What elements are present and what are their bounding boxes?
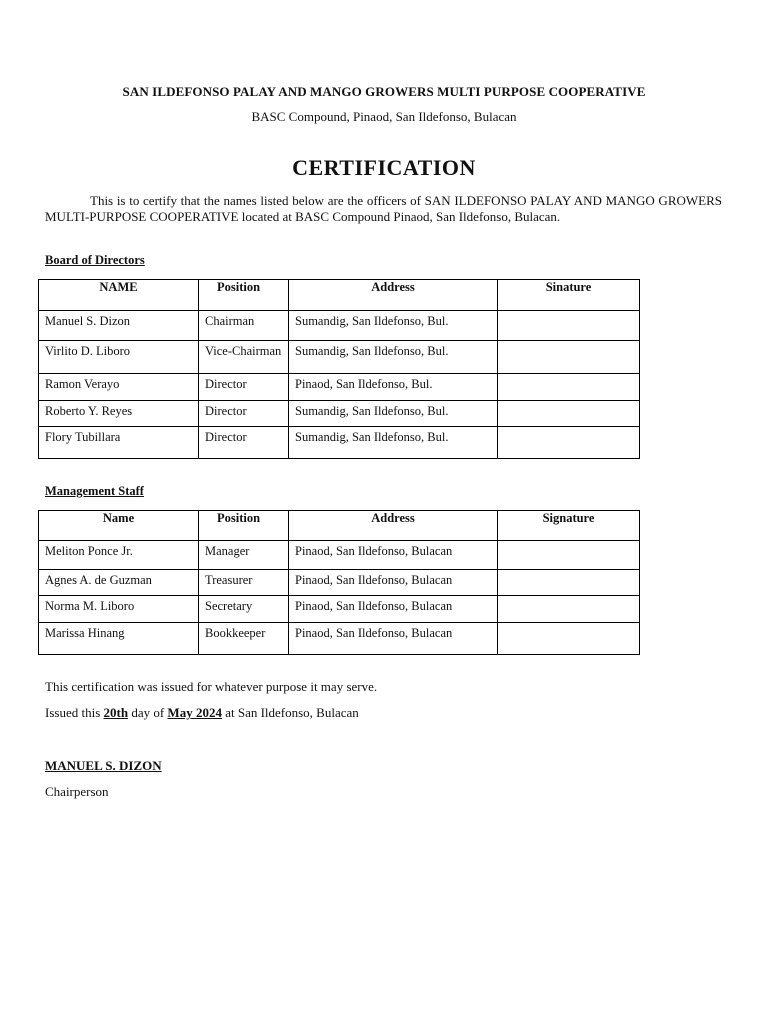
cell-address: Sumandig, San Ildefonso, Bul. [289, 427, 498, 459]
table-row [39, 596, 640, 623]
cell-name: Norma M. Liboro [39, 596, 199, 623]
cell-signature [498, 596, 640, 623]
issued-month-year: May 2024 [167, 705, 222, 720]
signatory-name: MANUEL S. DIZON [45, 758, 162, 773]
cell-name: Ramon Verayo [39, 374, 199, 401]
intro-paragraph: This is to certify that the names listed below are the officers of SAN ILDEFONSO PALAY AND MANGO GROWERS MULTI-PURPOSE COOPERATIVE located at BASC Compound Pinaod, San Ildefonso, Bulacan. [45, 193, 722, 224]
cell-position: Bookkeeper [199, 623, 289, 655]
cell-position: Director [199, 427, 289, 459]
issued-day-of: day of [131, 705, 165, 720]
table-header-row [39, 280, 640, 311]
cell-position: Secretary [199, 596, 289, 623]
column-header-address: Address [289, 280, 498, 311]
cell-signature [498, 341, 640, 374]
cell-name: Flory Tubillara [39, 427, 199, 459]
cell-name: Meliton Ponce Jr. [39, 541, 199, 570]
table-row [39, 623, 640, 655]
organization-address: BASC Compound, Pinaod, San Ildefonso, Bulacan [251, 109, 517, 124]
management-staff-heading: Management Staff [45, 484, 144, 498]
column-header-name: NAME [39, 280, 199, 311]
cell-signature [498, 623, 640, 655]
management-staff-table [38, 510, 640, 655]
cell-address: Pinaod, San Ildefonso, Bul. [289, 374, 498, 401]
cell-address: Pinaod, San Ildefonso, Bulacan [289, 541, 498, 570]
table-row [39, 401, 640, 427]
board-of-directors-table [38, 279, 640, 459]
cell-signature [498, 570, 640, 596]
column-header-signature: Signature [498, 511, 640, 541]
cell-position: Vice-Chairman [199, 341, 289, 374]
issued-prefix: Issued this [45, 705, 101, 720]
cell-position: Treasurer [199, 570, 289, 596]
cell-signature [498, 427, 640, 459]
column-header-name: Name [39, 511, 199, 541]
cell-signature [498, 374, 640, 401]
purpose-statement: This certification was issued for whatever purpose it may serve. [45, 679, 378, 694]
cell-name: Virlito D. Liboro [39, 341, 199, 374]
column-header-position: Position [199, 511, 289, 541]
cell-signature [498, 541, 640, 570]
cell-address: Sumandig, San Ildefonso, Bul. [289, 341, 498, 374]
cell-position: Director [199, 401, 289, 427]
table-row [39, 374, 640, 401]
cell-name: Agnes A. de Guzman [39, 570, 199, 596]
cell-name: Manuel S. Dizon [39, 311, 199, 341]
table-row [39, 570, 640, 596]
cell-position: Manager [199, 541, 289, 570]
table-row [39, 541, 640, 570]
cell-address: Sumandig, San Ildefonso, Bul. [289, 311, 498, 341]
cell-position: Director [199, 374, 289, 401]
signatory-title: Chairperson [45, 784, 109, 799]
document-title: CERTIFICATION [292, 155, 476, 180]
column-header-position: Position [199, 280, 289, 311]
cell-address: Pinaod, San Ildefonso, Bulacan [289, 623, 498, 655]
cell-name: Marissa Hinang [39, 623, 199, 655]
cell-address: Pinaod, San Ildefonso, Bulacan [289, 570, 498, 596]
table-header-row [39, 511, 640, 541]
cell-address: Sumandig, San Ildefonso, Bul. [289, 401, 498, 427]
organization-name: SAN ILDEFONSO PALAY AND MANGO GROWERS MULTI PURPOSE COOPERATIVE [122, 84, 646, 99]
issued-day: 20th [103, 705, 129, 720]
cell-signature [498, 311, 640, 341]
issued-suffix: at San Ildefonso, Bulacan [225, 705, 359, 720]
table-row [39, 311, 640, 341]
issuance-line [45, 705, 359, 721]
table-row [39, 427, 640, 459]
cell-position: Chairman [199, 311, 289, 341]
table-row [39, 341, 640, 374]
cell-signature [498, 401, 640, 427]
cell-name: Roberto Y. Reyes [39, 401, 199, 427]
column-header-signature: Sinature [498, 280, 640, 311]
cell-address: Pinaod, San Ildefonso, Bulacan [289, 596, 498, 623]
board-of-directors-heading: Board of Directors [45, 253, 145, 267]
column-header-address: Address [289, 511, 498, 541]
